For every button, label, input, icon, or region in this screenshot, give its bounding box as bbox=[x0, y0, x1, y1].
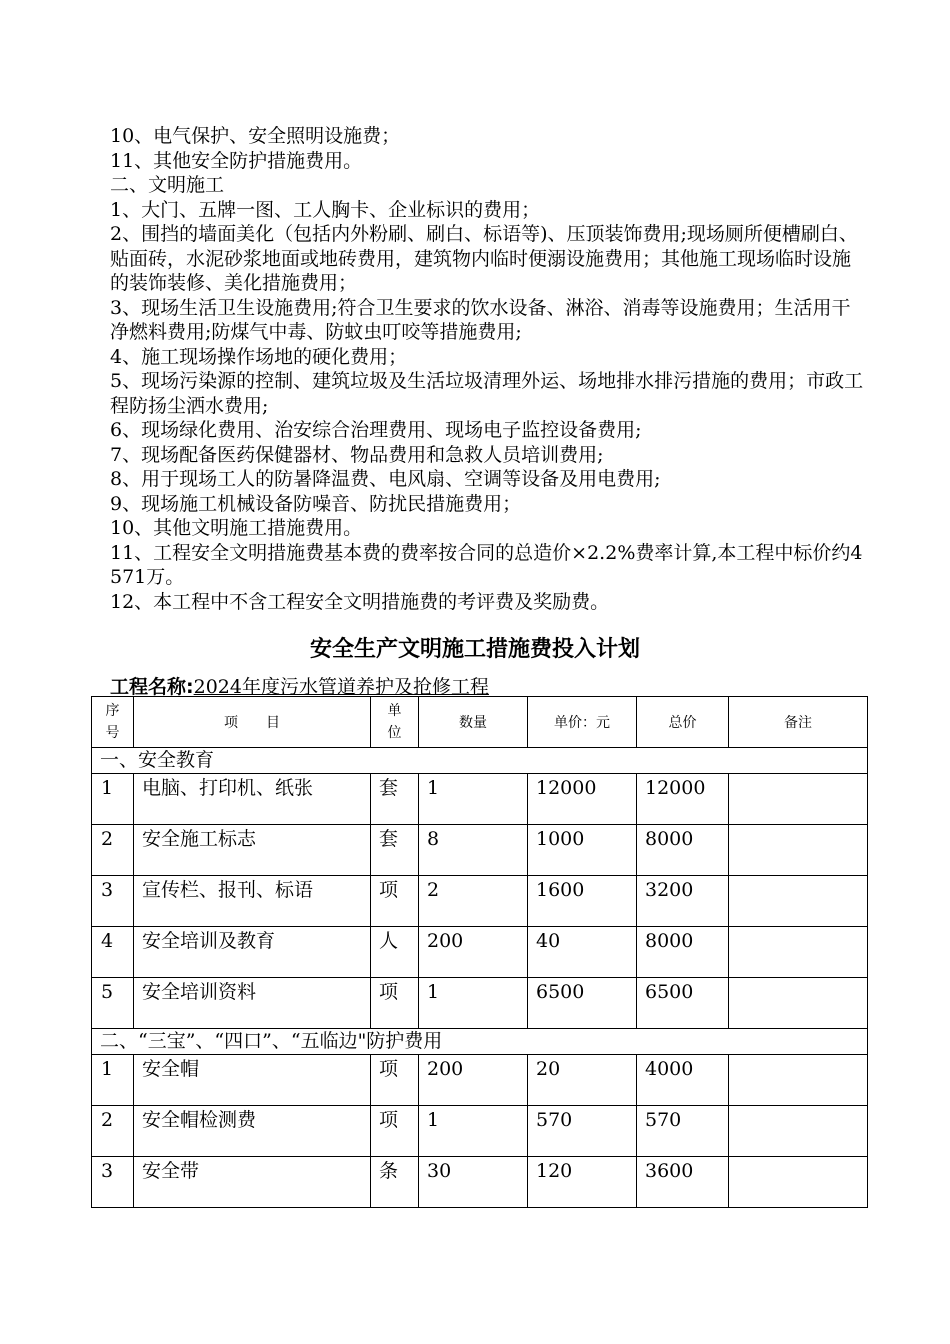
project-name bbox=[110, 672, 489, 699]
cell-note bbox=[729, 978, 868, 1029]
paragraph: 8、用于现场工人的防暑降温费、电风扇、空调等设备及用电费用; bbox=[110, 468, 661, 490]
cell-note bbox=[729, 1157, 868, 1208]
project-value: 2024年度污水管道养护及抢修工程 bbox=[193, 676, 489, 698]
paragraph: 4、施工现场操作场地的硬化费用； bbox=[110, 345, 408, 368]
section-heading: 二、文明施工 bbox=[110, 174, 225, 196]
header-note: 备注 bbox=[729, 697, 868, 748]
cell-price: 1000 bbox=[528, 825, 637, 876]
header-qty: 数量 bbox=[419, 697, 528, 748]
cell-no: 4 bbox=[92, 927, 134, 978]
paragraph: 2、围挡的墙面美化（包括内外粉刷、刷白、标语等)、压顶装饰费用;现场厕所便槽刷白、贴面砖，水泥砂浆地面或地砖费用，建筑物内临时便溺设施费用；其他施工现场临时设施的装饰装修、美化措施费用； bbox=[110, 223, 858, 294]
cell-item: 安全培训及教育 bbox=[134, 927, 371, 978]
cell-unit: 条 bbox=[371, 1157, 419, 1208]
section-title: 二、“三宝”、“四口”、“五临边"防护费用 bbox=[92, 1029, 868, 1055]
table-row bbox=[92, 876, 868, 927]
cell-no: 5 bbox=[92, 978, 134, 1029]
cell-note bbox=[729, 927, 868, 978]
cost-plan-table bbox=[91, 696, 868, 1208]
header-item: 项 目 bbox=[134, 697, 371, 748]
cell-unit: 项 bbox=[371, 1106, 419, 1157]
cell-no: 2 bbox=[92, 1106, 134, 1157]
header-price: 单价：元 bbox=[528, 697, 637, 748]
cell-no: 1 bbox=[92, 1055, 134, 1106]
header-no: 序 号 bbox=[92, 697, 134, 748]
paragraph: 11、工程安全文明措施费基本费的费率按合同的总造价×2.2%费率计算,本工程中标价约4571万。 bbox=[110, 541, 863, 588]
paragraph: 3、现场生活卫生设施费用;符合卫生要求的饮水设备、淋浴、消毒等设施费用；生活用干净燃料费用;防煤气中毒、防蚊虫叮咬等措施费用; bbox=[110, 296, 851, 343]
table-row bbox=[92, 927, 868, 978]
cell-total: 570 bbox=[637, 1106, 729, 1157]
table-row bbox=[92, 978, 868, 1029]
measures-list bbox=[110, 124, 866, 614]
cell-unit: 项 bbox=[371, 876, 419, 927]
cell-note bbox=[729, 825, 868, 876]
cell-unit: 项 bbox=[371, 978, 419, 1029]
cell-no: 3 bbox=[92, 876, 134, 927]
table-row bbox=[92, 1157, 868, 1208]
cell-qty: 1 bbox=[419, 978, 528, 1029]
cell-note bbox=[729, 876, 868, 927]
cell-qty: 2 bbox=[419, 876, 528, 927]
section-title: 一、安全教育 bbox=[92, 748, 868, 774]
cell-total: 6500 bbox=[637, 978, 729, 1029]
cell-total: 3600 bbox=[637, 1157, 729, 1208]
table-header-row bbox=[92, 697, 868, 748]
paragraph: 12、本工程中不含工程安全文明措施费的考评费及奖励费。 bbox=[110, 590, 610, 613]
table-row bbox=[92, 1106, 868, 1157]
cell-item: 安全培训资料 bbox=[134, 978, 371, 1029]
cell-price: 40 bbox=[528, 927, 637, 978]
cell-qty: 8 bbox=[419, 825, 528, 876]
table-row bbox=[92, 774, 868, 825]
cell-qty: 200 bbox=[419, 927, 528, 978]
paragraph: 6、现场绿化费用、治安综合治理费用、现场电子监控设备费用; bbox=[110, 419, 642, 441]
paragraph: 1、大门、五牌一图、工人胸卡、企业标识的费用； bbox=[110, 198, 541, 221]
plan-title: 安全生产文明施工措施费投入计划 bbox=[309, 637, 640, 662]
cell-price: 6500 bbox=[528, 978, 637, 1029]
paragraph: 11、其他安全防护措施费用。 bbox=[110, 149, 363, 172]
cell-item: 安全帽 bbox=[134, 1055, 371, 1106]
cell-price: 12000 bbox=[528, 774, 637, 825]
paragraph: 5、现场污染源的控制、建筑垃圾及生活垃圾清理外运、场地排水排污措施的费用；市政工程防扬尘洒水费用; bbox=[110, 370, 864, 417]
cell-qty: 1 bbox=[419, 1106, 528, 1157]
cell-note bbox=[729, 774, 868, 825]
cell-price: 120 bbox=[528, 1157, 637, 1208]
section-row bbox=[92, 748, 868, 774]
section-row bbox=[92, 1029, 868, 1055]
cell-note bbox=[729, 1055, 868, 1106]
cell-item: 安全帽检测费 bbox=[134, 1106, 371, 1157]
table-row bbox=[92, 1055, 868, 1106]
cell-note bbox=[729, 1106, 868, 1157]
cell-price: 20 bbox=[528, 1055, 637, 1106]
cell-item: 宣传栏、报刊、标语 bbox=[134, 876, 371, 927]
table-row bbox=[92, 825, 868, 876]
cell-unit: 项 bbox=[371, 1055, 419, 1106]
cell-total: 8000 bbox=[637, 927, 729, 978]
paragraph: 7、现场配备医药保健器材、物品费用和急救人员培训费用; bbox=[110, 443, 604, 466]
cell-total: 8000 bbox=[637, 825, 729, 876]
cell-total: 3200 bbox=[637, 876, 729, 927]
cell-no: 1 bbox=[92, 774, 134, 825]
cell-item: 电脑、打印机、纸张 bbox=[134, 774, 371, 825]
cell-total: 4000 bbox=[637, 1055, 729, 1106]
cell-total: 12000 bbox=[637, 774, 729, 825]
paragraph: 10、电气保护、安全照明设施费； bbox=[110, 125, 401, 147]
cell-no: 2 bbox=[92, 825, 134, 876]
cell-item: 安全带 bbox=[134, 1157, 371, 1208]
cell-qty: 200 bbox=[419, 1055, 528, 1106]
header-unit: 单 位 bbox=[371, 697, 419, 748]
cell-price: 570 bbox=[528, 1106, 637, 1157]
paragraph: 9、现场施工机械设备防噪音、防扰民措施费用； bbox=[110, 492, 522, 515]
cell-price: 1600 bbox=[528, 876, 637, 927]
cell-qty: 30 bbox=[419, 1157, 528, 1208]
cell-no: 3 bbox=[92, 1157, 134, 1208]
project-label: 工程名称: bbox=[110, 676, 194, 698]
cell-qty: 1 bbox=[419, 774, 528, 825]
cell-item: 安全施工标志 bbox=[134, 825, 371, 876]
cell-unit: 套 bbox=[371, 774, 419, 825]
paragraph: 10、其他文明施工措施费用。 bbox=[110, 517, 363, 539]
cell-unit: 套 bbox=[371, 825, 419, 876]
cell-unit: 人 bbox=[371, 927, 419, 978]
header-total: 总价 bbox=[637, 697, 729, 748]
